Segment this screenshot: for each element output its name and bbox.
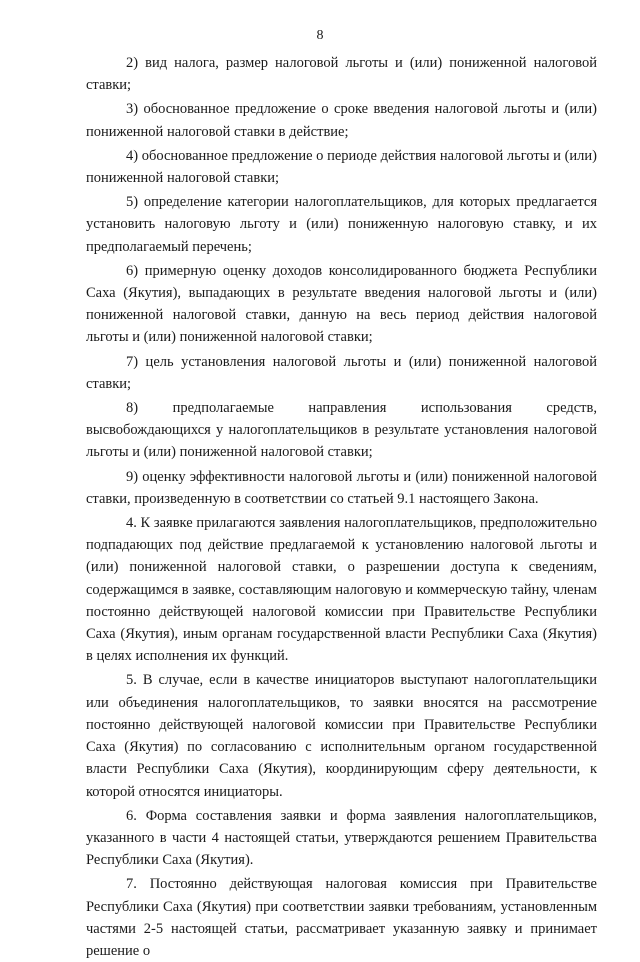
paragraph: 4. К заявке прилагаются заявления налогоплательщиков, предположительно подпадающих под действие предлагаемой к установлению налоговой льготы и (или) пониженной налоговой ставки, о разрешении доступа к сведениям, содержащимся в заявке, составляющим налоговую и коммерческую тайну, членам постоянно действующей налоговой комиссии при Правительстве Республики Саха (Якутия), иным органам государственной власти Республики Саха (Якутия) в целях исполнения их функций. [86, 515, 597, 665]
paragraph: 5. В случае, если в качестве инициаторов выступают налогоплательщики или объединения налогоплательщиков, то заявки вносятся на рассмотрение постоянно действующей налоговой комиссии при Правительстве Республики Саха (Якутия) по согласованию с исполнительным органом государственной власти Республики Саха (Якутия), координирующим сферу деятельности, к которой относятся инициаторы. [86, 672, 597, 800]
paragraph: 4) обоснованное предложение о периоде действия налоговой льготы и (или) пониженной налоговой ставки; [86, 147, 597, 187]
paragraph: 8) предполагаемые направления использования средств, высвобождающихся у налогоплательщиков в результате установления налоговой льготы и (или) пониженной налоговой ставки; [86, 400, 597, 461]
paragraph: 7) цель установления налоговой льготы и (или) пониженной налоговой ставки; [86, 353, 597, 392]
paragraph: 6. Форма составления заявки и форма заявления налогоплательщиков, указанного в части 4 настоящей статьи, утверждаются решением Правительства Республики Саха (Якутия). [86, 807, 597, 869]
paragraph: 3) обоснованное предложение о сроке введения налоговой льготы и (или) пониженной налоговой ставки в действие; [86, 101, 597, 140]
paragraph: 2) вид налога, размер налоговой льготы и (или) пониженной налоговой ставки; [86, 55, 597, 94]
paragraph: 5) определение категории налогоплательщиков, для которых предлагается установить налоговую льготу и (или) пониженную налоговую ставку, и их предполагаемый перечень; [86, 194, 597, 255]
paragraph: 7. Постоянно действующая налоговая комиссия при Правительстве Республики Саха (Якутия) при соответствии заявки требованиям, установленным частями 2-5 настоящей статьи, рассматривает указанную заявку и принимает решение о [86, 876, 597, 959]
document-body [86, 52, 597, 962]
paragraph: 9) оценку эффективности налоговой льготы и (или) пониженной налоговой ставки, произведенную в соответствии со статьей 9.1 настоящего Закона. [86, 468, 597, 507]
page-number: 8 [316, 28, 324, 43]
paragraph: 6) примерную оценку доходов консолидированного бюджета Республики Саха (Якутия), выпадающих в результате введения налоговой льготы и (или) пониженной налоговой ставки, данную на весь период действия налоговой льготы и (или) пониженной налоговой ставки; [86, 262, 597, 346]
